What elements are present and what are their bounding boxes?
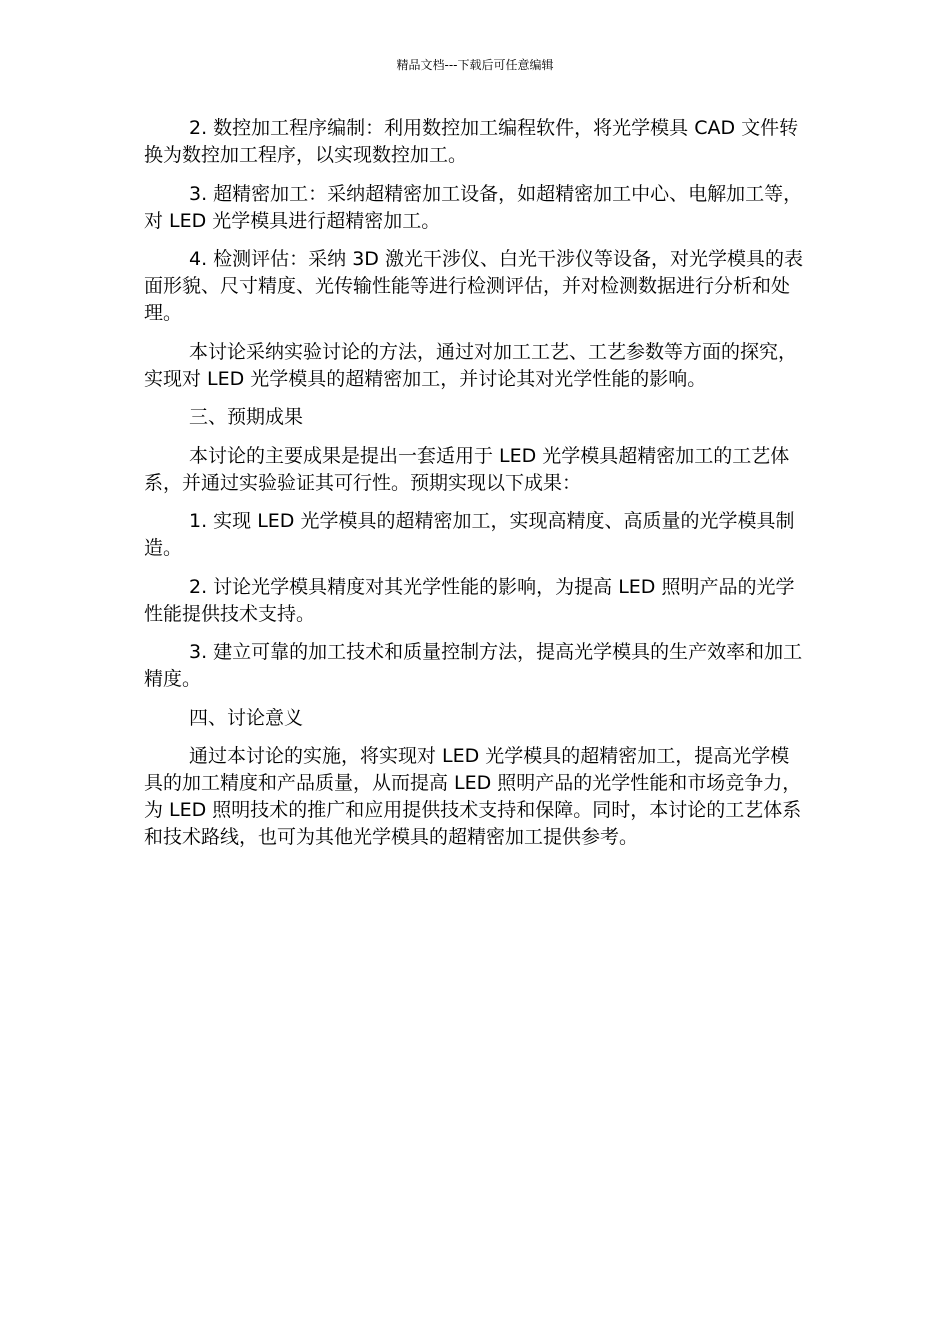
paragraph-step-4-inspection: 4. 检测评估：采纳 3D 激光干涉仪、白光干涉仪等设备，对光学模具的表面形貌、尺寸精度、光传输性能等进行检测评估，并对检测数据进行分析和处理。 bbox=[144, 248, 803, 324]
paragraph-significance: 通过本讨论的实施，将实现对 LED 光学模具的超精密加工，提高光学模具的加工精度和产品质量，从而提高 LED 照明产品的光学性能和市场竞争力，为 LED 照明技术的推广和应用提供技术支持和保障。同时，本讨论的工艺体系和技术路线，也可为其他光学模具的超精密加工提供参考。 bbox=[144, 745, 802, 848]
paragraph-result-3: 3. 建立可靠的加工技术和质量控制方法，提高光学模具的生产效率和加工精度。 bbox=[144, 641, 803, 690]
paragraph-method-summary: 本讨论采纳实验讨论的方法，通过对加工工艺、工艺参数等方面的探究，实现对 LED 光学模具的超精密加工，并讨论其对光学性能的影响。 bbox=[144, 340, 798, 390]
paragraph-result-2: 2. 讨论光学模具精度对其光学性能的影响，为提高 LED 照明产品的光学性能提供技术支持。 bbox=[144, 575, 795, 625]
paragraph-results-intro: 本讨论的主要成果是提出一套适用于 LED 光学模具超精密加工的工艺体系，并通过实验验证其可行性。预期实现以下成果： bbox=[144, 444, 790, 494]
paragraph-step-3-ultra-precision: 3. 超精密加工：采纳超精密加工设备，如超精密加工中心、电解加工等，对 LED 光学模具进行超精密加工。 bbox=[144, 182, 803, 232]
paragraph-result-1: 1. 实现 LED 光学模具的超精密加工，实现高精度、高质量的光学模具制造。 bbox=[144, 510, 795, 559]
section-heading-significance: 四、讨论意义 bbox=[189, 706, 304, 729]
page-header: 精品文档---下载后可任意编辑 bbox=[396, 58, 554, 72]
paragraph-step-2-cnc-programming: 2. 数控加工程序编制：利用数控加工编程软件，将光学模具 CAD 文件转换为数控加工程序，以实现数控加工。 bbox=[144, 117, 799, 166]
section-heading-expected-results: 三、预期成果 bbox=[189, 406, 304, 428]
document-body bbox=[144, 115, 808, 863]
